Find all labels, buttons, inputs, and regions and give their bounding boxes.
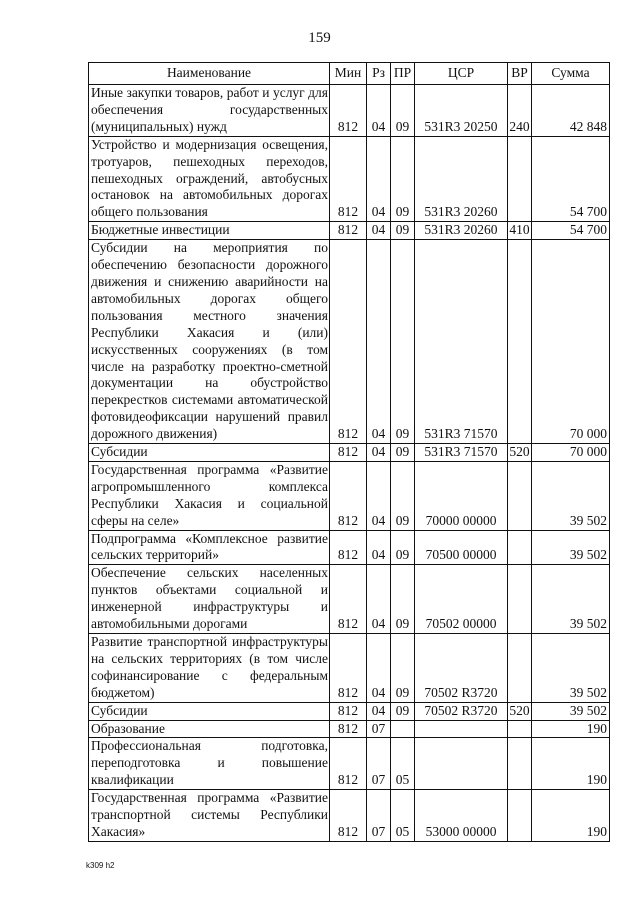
row-pr: 09 xyxy=(391,634,415,703)
table-row xyxy=(89,565,610,634)
row-vr: 240 xyxy=(508,85,532,137)
header-name: Наименование xyxy=(89,63,330,85)
row-min: 812 xyxy=(330,634,367,703)
row-csr: 70502 00000 xyxy=(415,565,508,634)
row-csr xyxy=(415,738,508,790)
row-vr: 520 xyxy=(508,444,532,462)
row-name: Государственная программа «Развитие транспортной системы Республики Хакасия» xyxy=(89,790,330,842)
row-rz: 07 xyxy=(367,738,391,790)
row-sum: 190 xyxy=(532,720,610,738)
row-min: 812 xyxy=(330,530,367,565)
row-csr: 70000 00000 xyxy=(415,461,508,530)
row-rz: 04 xyxy=(367,240,391,444)
table-row xyxy=(89,461,610,530)
row-sum: 54 700 xyxy=(532,136,610,222)
row-pr: 09 xyxy=(391,444,415,462)
row-rz: 04 xyxy=(367,222,391,240)
row-vr xyxy=(508,565,532,634)
row-csr: 531R3 71570 xyxy=(415,444,508,462)
row-csr: 70500 00000 xyxy=(415,530,508,565)
row-vr xyxy=(508,461,532,530)
header-vr: ВР xyxy=(508,63,532,85)
header-csr: ЦСР xyxy=(415,63,508,85)
row-min: 812 xyxy=(330,222,367,240)
row-min: 812 xyxy=(330,240,367,444)
header-pr: ПР xyxy=(391,63,415,85)
table-row xyxy=(89,720,610,738)
table-row xyxy=(89,702,610,720)
row-rz: 07 xyxy=(367,790,391,842)
row-min: 812 xyxy=(330,136,367,222)
row-pr: 09 xyxy=(391,240,415,444)
row-rz: 04 xyxy=(367,702,391,720)
row-csr: 531R3 71570 xyxy=(415,240,508,444)
row-min: 812 xyxy=(330,720,367,738)
header-sum: Сумма xyxy=(532,63,610,85)
row-sum: 42 848 xyxy=(532,85,610,137)
row-rz: 04 xyxy=(367,634,391,703)
table-row xyxy=(89,136,610,222)
row-vr xyxy=(508,634,532,703)
row-min: 812 xyxy=(330,790,367,842)
row-name: Обеспечение сельских населенных пунктов объектами социальной и инженерной инфраструктуры и автомобильными дорогами xyxy=(89,565,330,634)
page-number: 159 xyxy=(308,30,331,46)
table-row xyxy=(89,444,610,462)
row-vr xyxy=(508,790,532,842)
row-pr: 09 xyxy=(391,222,415,240)
row-rz: 04 xyxy=(367,444,391,462)
table-row xyxy=(89,634,610,703)
budget-table xyxy=(88,62,610,842)
row-name: Иные закупки товаров, работ и услуг для обеспечения государственных (муниципальных) нужд xyxy=(89,85,330,137)
row-vr xyxy=(508,738,532,790)
row-min: 812 xyxy=(330,85,367,137)
row-min: 812 xyxy=(330,702,367,720)
row-name: Субсидии xyxy=(89,444,330,462)
row-sum: 39 502 xyxy=(532,702,610,720)
row-csr: 531R3 20260 xyxy=(415,136,508,222)
row-pr: 09 xyxy=(391,530,415,565)
row-min: 812 xyxy=(330,565,367,634)
footer-code: k309 h2 xyxy=(86,861,115,870)
row-vr: 410 xyxy=(508,222,532,240)
header-min: Мин xyxy=(330,63,367,85)
row-rz: 04 xyxy=(367,85,391,137)
row-pr: 09 xyxy=(391,136,415,222)
row-pr: 05 xyxy=(391,738,415,790)
row-csr: 531R3 20260 xyxy=(415,222,508,240)
table-row xyxy=(89,530,610,565)
row-name: Устройство и модернизация освещения, тротуаров, пешеходных переходов, пешеходных ограждений, автобусных остановок на автомобильных дорогах общего пользования xyxy=(89,136,330,222)
row-name: Государственная программа «Развитие агропромышленного комплекса Республики Хакасия и социальной сферы на селе» xyxy=(89,461,330,530)
row-vr xyxy=(508,530,532,565)
row-pr: 05 xyxy=(391,790,415,842)
row-min: 812 xyxy=(330,461,367,530)
row-rz: 04 xyxy=(367,530,391,565)
table-row xyxy=(89,85,610,137)
table-row xyxy=(89,790,610,842)
row-vr: 520 xyxy=(508,702,532,720)
header-rz: Рз xyxy=(367,63,391,85)
row-sum: 190 xyxy=(532,738,610,790)
row-min: 812 xyxy=(330,738,367,790)
row-name: Развитие транспортной инфраструктуры на сельских территориях (в том числе софинансирование с федеральным бюджетом) xyxy=(89,634,330,703)
row-sum: 190 xyxy=(532,790,610,842)
table-row xyxy=(89,222,610,240)
row-sum: 54 700 xyxy=(532,222,610,240)
row-pr xyxy=(391,720,415,738)
row-pr: 09 xyxy=(391,85,415,137)
row-rz: 04 xyxy=(367,136,391,222)
row-sum: 39 502 xyxy=(532,530,610,565)
row-name: Профессиональная подготовка, переподготовка и повышение квалификации xyxy=(89,738,330,790)
row-sum: 39 502 xyxy=(532,634,610,703)
row-rz: 04 xyxy=(367,461,391,530)
row-sum: 39 502 xyxy=(532,565,610,634)
row-vr xyxy=(508,240,532,444)
row-rz: 07 xyxy=(367,720,391,738)
row-name: Субсидии xyxy=(89,702,330,720)
row-name: Субсидии на мероприятия по обеспечению безопасности дорожного движения и снижению аварийности на автомобильных дорогах общего пользования местного значения Республики Хакасия и (или) искусственных сооружениях (в том числе на разработку проектно-сметной документации на обустройство перекрестков системами автоматической фотовидеофиксации нарушений правил дорожного движения) xyxy=(89,240,330,444)
row-csr: 70502 R3720 xyxy=(415,702,508,720)
row-csr: 531R3 20250 xyxy=(415,85,508,137)
row-vr xyxy=(508,136,532,222)
row-pr: 09 xyxy=(391,461,415,530)
row-sum: 70 000 xyxy=(532,444,610,462)
row-rz: 04 xyxy=(367,565,391,634)
row-pr: 09 xyxy=(391,565,415,634)
row-name: Образование xyxy=(89,720,330,738)
row-csr: 70502 R3720 xyxy=(415,634,508,703)
row-csr: 53000 00000 xyxy=(415,790,508,842)
row-csr xyxy=(415,720,508,738)
row-sum: 39 502 xyxy=(532,461,610,530)
row-name: Подпрограмма «Комплексное развитие сельских территорий» xyxy=(89,530,330,565)
header-row xyxy=(89,63,610,85)
row-sum: 70 000 xyxy=(532,240,610,444)
row-vr xyxy=(508,720,532,738)
row-min: 812 xyxy=(330,444,367,462)
row-pr: 09 xyxy=(391,702,415,720)
row-name: Бюджетные инвестиции xyxy=(89,222,330,240)
table-row xyxy=(89,738,610,790)
table-row xyxy=(89,240,610,444)
